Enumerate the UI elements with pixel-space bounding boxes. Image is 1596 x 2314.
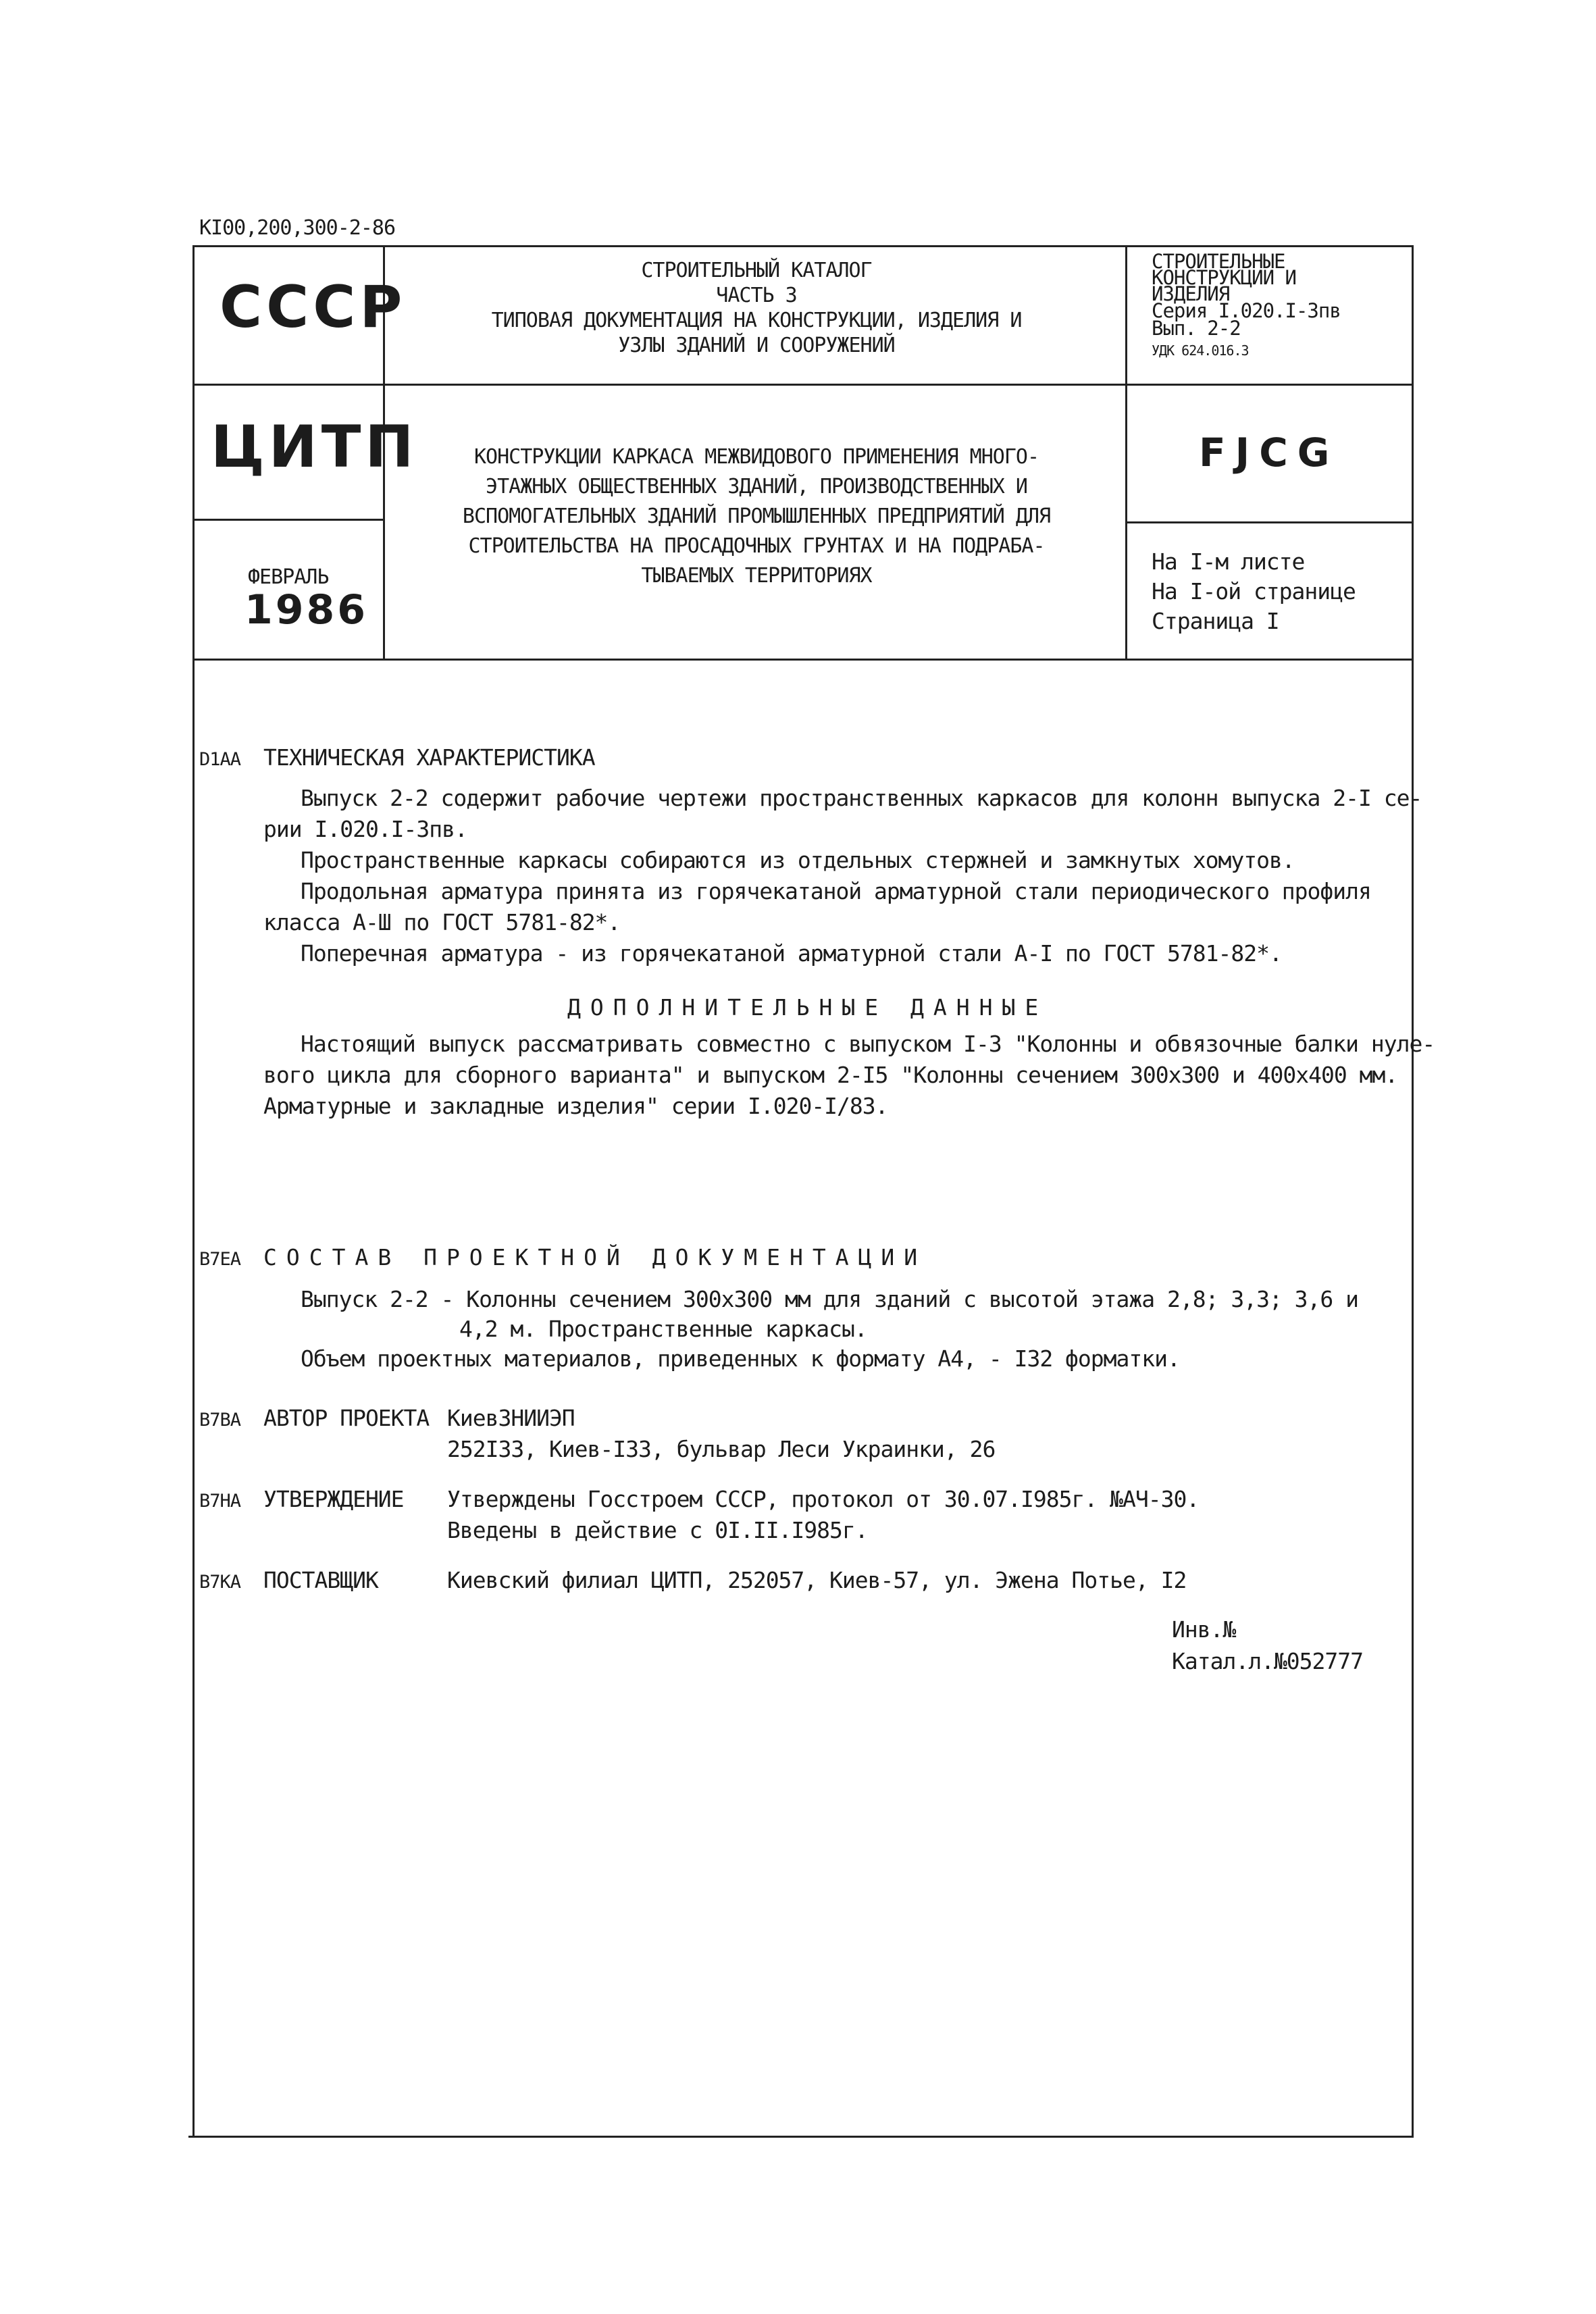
document-title-block (405, 442, 1108, 591)
sheet-info-line: Страница I (1152, 608, 1279, 634)
header-frame-bottom (192, 659, 1414, 661)
catalog-sheet-number: Катал.л.№052777 (1172, 1648, 1364, 1674)
header-frame-top (192, 245, 1414, 247)
catalog-title-line: ЧАСТЬ 3 (716, 284, 797, 307)
approval-section-code: B7HA (199, 1491, 241, 1512)
supplier-line: Киевский филиал ЦИТП, 252057, Киев-57, ул. Эжена Потье, I2 (447, 1567, 1187, 1593)
catalog-title-line: ТИПОВАЯ ДОКУМЕНТАЦИЯ НА КОНСТРУКЦИИ, ИЗДЕЛИЯ И (491, 309, 1022, 332)
supplier-label: ПОСТАВЩИК (263, 1567, 378, 1593)
issue-month: ФЕВРАЛЬ (248, 565, 329, 589)
extra-paragraph-line: вого цикла для сборного варианта" и выпуском 2-I5 "Колонны сечением 300х300 и 400х400 мм. (263, 1062, 1398, 1088)
catalog-title-line: СТРОИТЕЛЬНЫЙ КАТАЛОГ (641, 259, 872, 282)
sheet-info-line: На I-ой странице (1152, 578, 1356, 605)
series-line: СТРОИТЕЛЬНЫЕ (1152, 250, 1285, 273)
document-title-line: ВСПОМОГАТЕЛЬНЫХ ЗДАНИЙ ПРОМЫШЛЕННЫХ ПРЕДПРИЯТИЙ ДЛЯ (462, 505, 1051, 528)
header-frame-mid (192, 384, 1414, 386)
sheet-info-line: На I-м листе (1152, 548, 1305, 575)
docs-paragraph-line: 4,2 м. Пространственные каркасы. (459, 1316, 867, 1342)
ussr-label: СССР (220, 274, 407, 341)
approval-label: УТВЕРЖДЕНИЕ (263, 1486, 404, 1512)
document-title-line: КОНСТРУКЦИИ КАРКАСА МЕЖВИДОВОГО ПРИМЕНЕНИЯ МНОГО- (473, 445, 1039, 469)
document-code: КI00,200,300-2-86 (199, 216, 396, 240)
left-cell-divider (192, 519, 384, 521)
series-block (1152, 250, 1341, 364)
series-line: КОНСТРУКЦИИ И (1152, 266, 1296, 289)
approval-line: Введены в действие с 0I.II.I985г. (447, 1517, 868, 1543)
series-line: ИЗДЕЛИЯ (1152, 282, 1230, 305)
docs-section-code: B7EA (199, 1249, 241, 1270)
approval-line: Утверждены Госстроем СССР, протокол от 30.07.I985г. №АЧ-30. (447, 1486, 1200, 1512)
issue-year: 1986 (244, 586, 368, 634)
tech-paragraph-line: класса А-Ш по ГОСТ 5781-82*. (263, 909, 621, 935)
author-label: АВТОР ПРОЕКТА (263, 1405, 430, 1431)
citp-label: ЦИТП (211, 413, 418, 481)
classification-code: FJCG (1199, 430, 1339, 475)
extra-paragraph-line: Арматурные и закладные изделия" серии I.020-I/83. (263, 1093, 888, 1119)
tech-paragraph-line: Поперечная арматура - из горячекатаной арматурной стали А-I по ГОСТ 5781-82*. (301, 940, 1282, 967)
series-number: Серия I.020.I-3пв (1152, 299, 1341, 322)
author-line: КиевЗНИИЭП (447, 1405, 575, 1431)
sheet-info-block (1152, 547, 1356, 636)
tech-section-code: D1AA (199, 749, 241, 770)
document-title-line: СТРОИТЕЛЬСТВА НА ПРОСАДОЧНЫХ ГРУНТАХ И НА ПОДРАБА- (468, 534, 1045, 558)
document-title-line: ЭТАЖНЫХ ОБЩЕСТВЕННЫХ ЗДАНИЙ, ПРОИЗВОДСТВЕННЫХ И (486, 475, 1027, 498)
docs-section-title: СОСТАВ ПРОЕКТНОЙ ДОКУМЕНТАЦИИ (263, 1244, 927, 1270)
frame-right (1412, 245, 1414, 2138)
extra-section-title: ДОПОЛНИТЕЛЬНЫЕ ДАННЫЕ (567, 994, 1048, 1021)
docs-paragraph-line: Объем проектных материалов, приведенных к формату А4, - I32 форматки. (301, 1345, 1180, 1372)
catalog-title-block (405, 258, 1108, 358)
tech-paragraph-line: рии I.020.I-3пв. (263, 816, 467, 842)
frame-bottom (188, 2136, 1414, 2138)
inventory-number-label: Инв.№ (1172, 1616, 1236, 1643)
issue-number: Вып. 2-2 (1152, 317, 1241, 340)
right-cell-divider (1125, 521, 1413, 523)
frame-left (192, 245, 195, 2138)
author-line: 252I33, Киев-I33, бульвар Леси Украинки, 26 (447, 1436, 996, 1462)
author-section-code: B7BA (199, 1410, 241, 1431)
catalog-title-line: УЗЛЫ ЗДАНИЙ И СООРУЖЕНИЙ (618, 334, 895, 357)
supplier-section-code: B7KA (199, 1572, 241, 1593)
tech-paragraph-line: Выпуск 2-2 содержит рабочие чертежи пространственных каркасов для колонн выпуска 2-I се- (301, 785, 1422, 811)
extra-paragraph-line: Настоящий выпуск рассматривать совместно с выпуском I-3 "Колонны и обвязочные балки нуле- (301, 1031, 1435, 1057)
tech-paragraph-line: Продольная арматура принята из горячекатаной арматурной стали периодического профиля (301, 878, 1371, 904)
tech-section-title: ТЕХНИЧЕСКАЯ ХАРАКТЕРИСТИКА (263, 744, 595, 771)
document-title-line: ТЫВАЕМЫХ ТЕРРИТОРИЯХ (641, 564, 872, 588)
docs-paragraph-line: Выпуск 2-2 - Колонны сечением 300х300 мм для зданий с высотой этажа 2,8; 3,3; 3,6 и (301, 1286, 1359, 1312)
header-divider-right (1125, 245, 1127, 660)
udc-code: УДК 624.016.3 (1152, 342, 1249, 359)
tech-paragraph-line: Пространственные каркасы собираются из отдельных стержней и замкнутых хомутов. (301, 847, 1295, 873)
